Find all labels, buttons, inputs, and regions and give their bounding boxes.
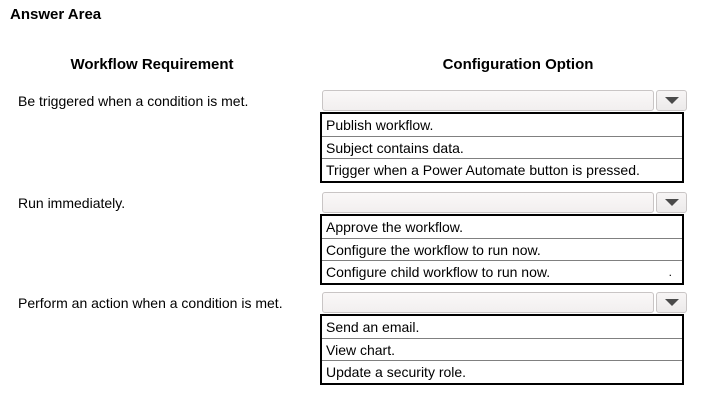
dropdown-2-arrow-button[interactable] (656, 192, 687, 213)
column-header-configuration-option: Configuration Option (442, 56, 594, 73)
dropdown-1-arrow-button[interactable] (656, 90, 687, 111)
requirement-1-label: Be triggered when a condition is met. (18, 93, 249, 109)
options-list-1 (320, 112, 684, 183)
chevron-down-icon (665, 97, 679, 104)
dropdown-2[interactable] (322, 192, 687, 213)
option-send-an-email[interactable]: Send an email. (326, 318, 420, 335)
dropdown-2-value[interactable] (322, 192, 654, 213)
requirement-3-label: Perform an action when a condition is met. (18, 295, 283, 311)
chevron-down-icon (665, 299, 679, 306)
dropdown-3[interactable] (322, 292, 687, 313)
chevron-down-icon (665, 199, 679, 206)
dropdown-1-value[interactable] (322, 90, 654, 111)
options-list-2 (320, 214, 684, 285)
option-trigger-power-automate-button[interactable]: Trigger when a Power Automate button is pressed. (322, 158, 682, 181)
requirement-2-label: Run immediately. (18, 195, 126, 211)
dropdown-3-arrow-button[interactable] (656, 292, 687, 313)
option-publish-workflow[interactable]: Publish workflow. (326, 116, 434, 133)
dropdown-1[interactable] (322, 90, 687, 111)
stray-dot: . (668, 265, 672, 280)
option-view-chart[interactable]: View chart. (322, 338, 682, 361)
option-configure-workflow-run-now[interactable]: Configure the workflow to run now. (322, 238, 682, 261)
option-label: Configure child workflow to run now. (326, 264, 551, 281)
dropdown-3-value[interactable] (322, 292, 654, 313)
option-approve-the-workflow[interactable]: Approve the workflow. (326, 218, 463, 235)
options-list-3 (320, 314, 684, 385)
option-subject-contains-data[interactable]: Subject contains data. (322, 136, 682, 159)
column-header-workflow-requirement: Workflow Requirement (70, 56, 234, 73)
option-update-security-role[interactable]: Update a security role. (322, 360, 682, 383)
option-configure-child-workflow-run-now[interactable] (322, 260, 682, 283)
answer-area-title: Answer Area (10, 6, 102, 23)
